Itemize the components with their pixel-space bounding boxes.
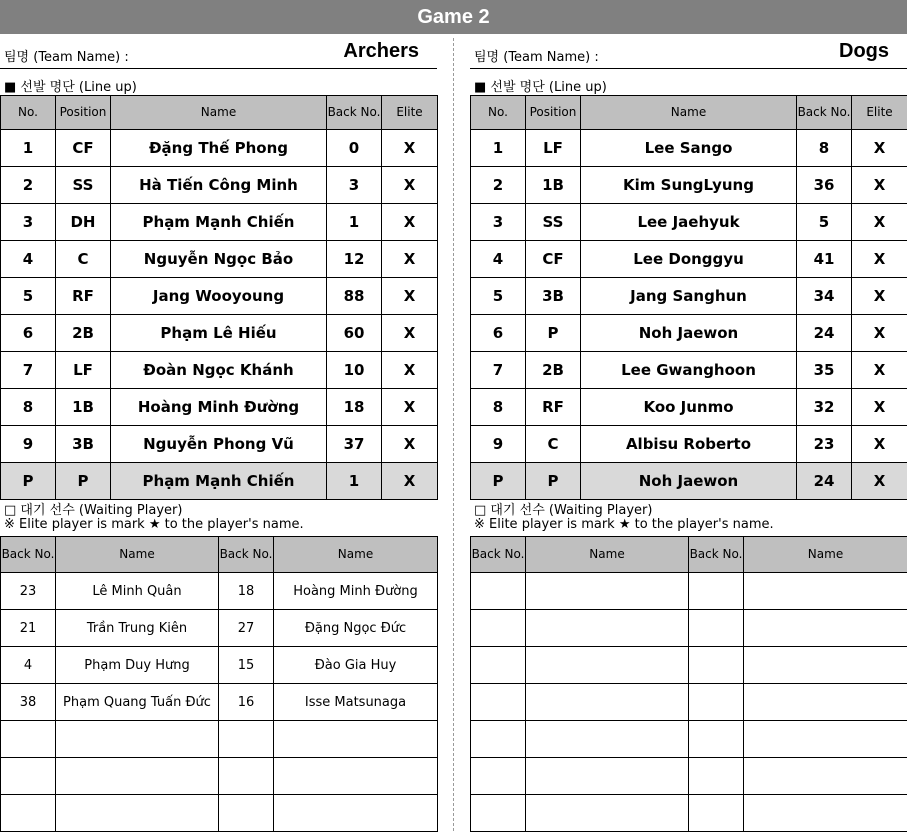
player-name: Hoàng Minh Đường: [111, 389, 327, 426]
player-name: [744, 758, 907, 795]
team-panel-left: [0, 34, 437, 831]
waiting-row: [471, 610, 907, 647]
elite-mark: X: [852, 278, 907, 315]
lineup-row: [471, 315, 907, 352]
batting-order: 8: [471, 389, 526, 426]
player-name: Phạm Mạnh Chiến: [111, 463, 327, 500]
lineup-row: [471, 204, 907, 241]
batting-order: P: [1, 463, 56, 500]
back-number: 15: [219, 647, 274, 684]
player-name: Albisu Roberto: [581, 426, 797, 463]
position: DH: [56, 204, 111, 241]
elite-mark: X: [382, 426, 438, 463]
lineup-row: [1, 426, 438, 463]
batting-order: 4: [1, 241, 56, 278]
player-name: [526, 610, 689, 647]
back-number: 88: [327, 278, 382, 315]
lineup-row: [471, 241, 907, 278]
back-number: [689, 721, 744, 758]
lineup-row: [471, 426, 907, 463]
waiting-row: [471, 647, 907, 684]
position: C: [526, 426, 581, 463]
back-number: [689, 610, 744, 647]
back-number: 23: [1, 573, 56, 610]
player-name: Đoàn Ngọc Khánh: [111, 352, 327, 389]
lineup-row: [471, 463, 907, 500]
player-name: [526, 573, 689, 610]
lineup-row: [471, 130, 907, 167]
batting-order: 3: [471, 204, 526, 241]
team-name-row: [470, 34, 907, 69]
player-name: Nguyễn Ngọc Bảo: [111, 241, 327, 278]
team-name-label: 팀명 (Team Name) :: [4, 46, 129, 65]
elite-mark: X: [382, 241, 438, 278]
lineup-table: [470, 95, 907, 500]
elite-mark: X: [852, 389, 907, 426]
header-name: Name: [526, 537, 689, 573]
player-name: [744, 684, 907, 721]
batting-order: 2: [1, 167, 56, 204]
elite-mark: X: [852, 352, 907, 389]
player-name: [526, 795, 689, 832]
waiting-header-row: [471, 537, 907, 573]
elite-mark: X: [382, 463, 438, 500]
position: 3B: [526, 278, 581, 315]
header-back-no: Back No.: [689, 537, 744, 573]
back-number: 16: [219, 684, 274, 721]
header-back-no: Back No.: [1, 537, 56, 573]
header-back-no: Back No.: [471, 537, 526, 573]
batting-order: P: [471, 463, 526, 500]
position: 2B: [526, 352, 581, 389]
header-name: Name: [744, 537, 907, 573]
elite-mark: X: [382, 167, 438, 204]
waiting-row: [471, 758, 907, 795]
header-back-no: Back No.: [327, 96, 382, 130]
batting-order: 4: [471, 241, 526, 278]
header-name: Name: [111, 96, 327, 130]
elite-mark: X: [852, 315, 907, 352]
game-title: Game 2: [0, 0, 907, 34]
back-number: 38: [1, 684, 56, 721]
batting-order: 9: [471, 426, 526, 463]
lineup-row: [1, 315, 438, 352]
position: P: [526, 315, 581, 352]
waiting-row: [1, 758, 438, 795]
player-name: Hoàng Minh Đường: [274, 573, 438, 610]
back-number: [471, 647, 526, 684]
back-number: [689, 573, 744, 610]
back-number: [1, 758, 56, 795]
waiting-header-row: [1, 537, 438, 573]
back-number: [219, 721, 274, 758]
elite-mark: X: [852, 204, 907, 241]
team-name-label: 팀명 (Team Name) :: [474, 46, 599, 65]
header-name: Name: [56, 537, 219, 573]
waiting-row: [471, 795, 907, 832]
header-name: Name: [581, 96, 797, 130]
batting-order: 7: [1, 352, 56, 389]
elite-note: ※ Elite player is mark ★ to the player's name.: [474, 517, 774, 532]
position: 2B: [56, 315, 111, 352]
player-name: Đào Gia Huy: [274, 647, 438, 684]
waiting-row: [1, 721, 438, 758]
back-number: 23: [797, 426, 852, 463]
back-number: 1: [327, 463, 382, 500]
player-name: Noh Jaewon: [581, 463, 797, 500]
lineup-row: [471, 278, 907, 315]
back-number: 8: [797, 130, 852, 167]
back-number: [689, 684, 744, 721]
batting-order: 8: [1, 389, 56, 426]
lineup-label: ■ 선발 명단 (Line up): [474, 76, 607, 95]
lineup-table: [0, 95, 438, 500]
header-back-no: Back No.: [797, 96, 852, 130]
back-number: 12: [327, 241, 382, 278]
waiting-label: □ 대기 선수 (Waiting Player): [4, 499, 182, 518]
elite-mark: X: [852, 167, 907, 204]
header-back-no: Back No.: [219, 537, 274, 573]
team-name: Archers: [343, 40, 419, 63]
back-number: [471, 758, 526, 795]
lineup-row: [1, 278, 438, 315]
player-name: Nguyễn Phong Vũ: [111, 426, 327, 463]
header-elite: Elite: [382, 96, 438, 130]
waiting-row: [471, 573, 907, 610]
back-number: 24: [797, 463, 852, 500]
back-number: 35: [797, 352, 852, 389]
elite-mark: X: [382, 389, 438, 426]
back-number: [219, 758, 274, 795]
player-name: Lee Donggyu: [581, 241, 797, 278]
waiting-row: [1, 684, 438, 721]
elite-mark: X: [382, 315, 438, 352]
position: P: [56, 463, 111, 500]
back-number: [689, 647, 744, 684]
waiting-row: [471, 684, 907, 721]
player-name: Koo Junmo: [581, 389, 797, 426]
waiting-row: [1, 795, 438, 832]
batting-order: 1: [1, 130, 56, 167]
player-name: [56, 758, 219, 795]
position: SS: [526, 204, 581, 241]
back-number: 21: [1, 610, 56, 647]
back-number: 4: [1, 647, 56, 684]
lineup-header-row: [471, 96, 907, 130]
back-number: 27: [219, 610, 274, 647]
elite-mark: X: [852, 130, 907, 167]
player-name: Phạm Lê Hiếu: [111, 315, 327, 352]
back-number: [689, 758, 744, 795]
waiting-row: [1, 647, 438, 684]
back-number: [471, 684, 526, 721]
lineup-row: [1, 130, 438, 167]
back-number: 5: [797, 204, 852, 241]
header-position: Position: [526, 96, 581, 130]
player-name: Đặng Ngọc Đức: [274, 610, 438, 647]
elite-mark: X: [852, 241, 907, 278]
back-number: 37: [327, 426, 382, 463]
back-number: 18: [219, 573, 274, 610]
center-divider: [453, 38, 454, 831]
position: 1B: [56, 389, 111, 426]
position: CF: [526, 241, 581, 278]
lineup-header-row: [1, 96, 438, 130]
player-name: Lee Jaehyuk: [581, 204, 797, 241]
batting-order: 3: [1, 204, 56, 241]
player-name: Đặng Thế Phong: [111, 130, 327, 167]
back-number: 60: [327, 315, 382, 352]
team-panel-right: [470, 34, 907, 831]
player-name: [56, 721, 219, 758]
back-number: [219, 795, 274, 832]
player-name: Phạm Duy Hưng: [56, 647, 219, 684]
back-number: 41: [797, 241, 852, 278]
player-name: [744, 795, 907, 832]
team-name-row: [0, 34, 437, 69]
player-name: Jang Wooyoung: [111, 278, 327, 315]
elite-mark: X: [382, 278, 438, 315]
back-number: 18: [327, 389, 382, 426]
lineup-row: [1, 204, 438, 241]
position: LF: [56, 352, 111, 389]
back-number: [471, 795, 526, 832]
batting-order: 1: [471, 130, 526, 167]
back-number: [1, 721, 56, 758]
elite-mark: X: [382, 204, 438, 241]
player-name: [526, 721, 689, 758]
batting-order: 7: [471, 352, 526, 389]
back-number: [471, 721, 526, 758]
position: RF: [56, 278, 111, 315]
player-name: Phạm Mạnh Chiến: [111, 204, 327, 241]
player-name: [744, 610, 907, 647]
player-name: Phạm Quang Tuấn Đức: [56, 684, 219, 721]
player-name: [744, 647, 907, 684]
waiting-table: [470, 536, 907, 832]
batting-order: 5: [471, 278, 526, 315]
back-number: [471, 573, 526, 610]
player-name: Lee Gwanghoon: [581, 352, 797, 389]
player-name: [274, 721, 438, 758]
waiting-row: [1, 610, 438, 647]
player-name: Hà Tiến Công Minh: [111, 167, 327, 204]
header-no: No.: [1, 96, 56, 130]
header-name: Name: [274, 537, 438, 573]
player-name: Lee Sango: [581, 130, 797, 167]
back-number: [471, 610, 526, 647]
waiting-row: [471, 721, 907, 758]
lineup-row: [471, 389, 907, 426]
lineup-row: [1, 463, 438, 500]
back-number: 10: [327, 352, 382, 389]
lineup-row: [471, 352, 907, 389]
back-number: 24: [797, 315, 852, 352]
position: LF: [526, 130, 581, 167]
batting-order: 2: [471, 167, 526, 204]
position: C: [56, 241, 111, 278]
team-name: Dogs: [839, 40, 889, 63]
back-number: [689, 795, 744, 832]
elite-mark: X: [852, 426, 907, 463]
lineup-row: [471, 167, 907, 204]
lineup-label: ■ 선발 명단 (Line up): [4, 76, 137, 95]
player-name: [526, 758, 689, 795]
player-name: [274, 795, 438, 832]
waiting-label: □ 대기 선수 (Waiting Player): [474, 499, 652, 518]
batting-order: 6: [471, 315, 526, 352]
waiting-row: [1, 573, 438, 610]
back-number: [1, 795, 56, 832]
back-number: 1: [327, 204, 382, 241]
position: SS: [56, 167, 111, 204]
position: 3B: [56, 426, 111, 463]
elite-mark: X: [382, 130, 438, 167]
back-number: 0: [327, 130, 382, 167]
player-name: [744, 573, 907, 610]
batting-order: 5: [1, 278, 56, 315]
position: P: [526, 463, 581, 500]
player-name: Trần Trung Kiên: [56, 610, 219, 647]
back-number: 34: [797, 278, 852, 315]
player-name: [526, 647, 689, 684]
lineup-row: [1, 389, 438, 426]
elite-mark: X: [382, 352, 438, 389]
elite-note: ※ Elite player is mark ★ to the player's name.: [4, 517, 304, 532]
batting-order: 9: [1, 426, 56, 463]
player-name: [744, 721, 907, 758]
elite-mark: X: [852, 463, 907, 500]
lineup-row: [1, 167, 438, 204]
player-name: Jang Sanghun: [581, 278, 797, 315]
position: RF: [526, 389, 581, 426]
header-position: Position: [56, 96, 111, 130]
header-elite: Elite: [852, 96, 907, 130]
batting-order: 6: [1, 315, 56, 352]
back-number: 3: [327, 167, 382, 204]
player-name: Lê Minh Quân: [56, 573, 219, 610]
player-name: [56, 795, 219, 832]
lineup-row: [1, 352, 438, 389]
header-no: No.: [471, 96, 526, 130]
player-name: Noh Jaewon: [581, 315, 797, 352]
waiting-table: [0, 536, 438, 832]
lineup-row: [1, 241, 438, 278]
position: CF: [56, 130, 111, 167]
player-name: Isse Matsunaga: [274, 684, 438, 721]
position: 1B: [526, 167, 581, 204]
back-number: 36: [797, 167, 852, 204]
player-name: [274, 758, 438, 795]
player-name: Kim SungLyung: [581, 167, 797, 204]
player-name: [526, 684, 689, 721]
back-number: 32: [797, 389, 852, 426]
